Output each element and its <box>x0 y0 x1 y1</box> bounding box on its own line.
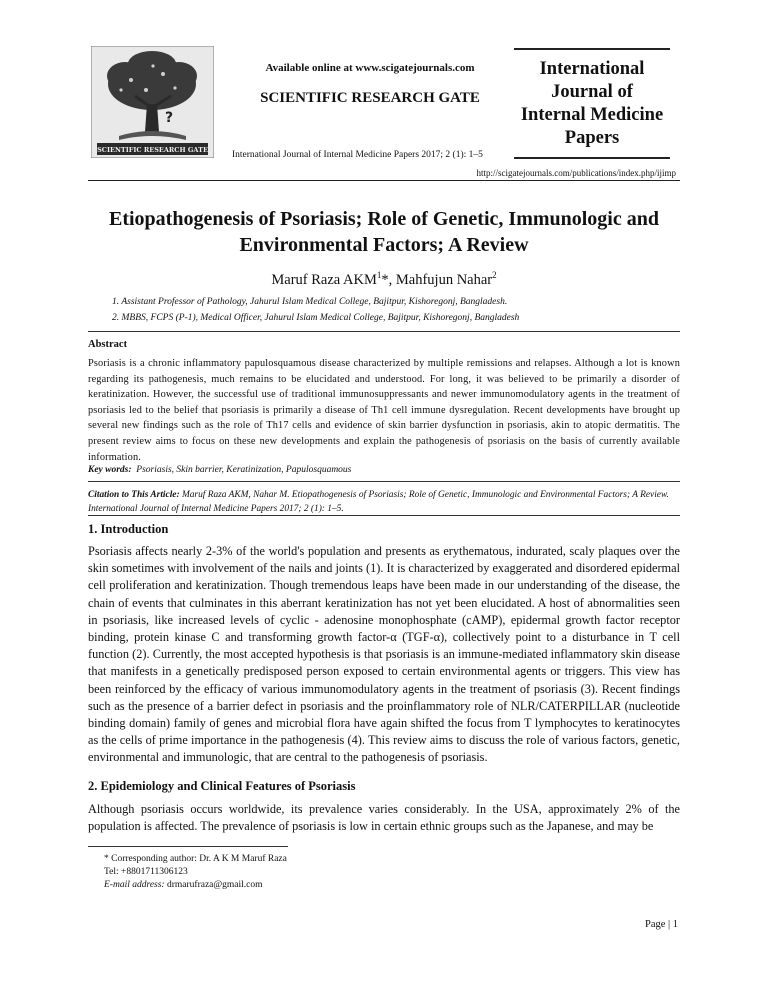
article-title <box>80 206 688 258</box>
abstract-heading: Abstract <box>88 339 128 350</box>
email-label: E-mail address: <box>104 880 165 890</box>
section-text: Although psoriasis occurs worldwide, its prevalence varies considerably. In the USA, approximately 2% of the population is affected. The prevalence of psoriasis is low in certain ethnic groups such as the Japanese, and may be <box>88 802 680 834</box>
keywords <box>88 465 351 475</box>
author-name: Maruf Raza AKM <box>271 271 377 288</box>
journal-name-line: Internal Medicine <box>520 105 664 125</box>
journal-name-line: Papers <box>564 128 620 148</box>
publisher-name: SCIENTIFIC RESEARCH GATE <box>260 90 480 106</box>
header-divider <box>88 180 680 181</box>
section-heading: 1. Introduction <box>88 522 169 536</box>
available-online: Available online at www.scigatejournals.com <box>265 62 475 74</box>
journal-url[interactable]: http://scigatejournals.com/publications/index.php/ijimp <box>476 168 676 178</box>
footnote-divider <box>88 846 288 847</box>
section-divider <box>88 481 680 482</box>
affiliation: 1. Assistant Professor of Pathology, Jahurul Islam Medical College, Bajitpur, Kishoregonj, Bangladesh. <box>112 297 508 307</box>
keywords-list: Psoriasis, Skin barrier, Keratinization, Papulosquamous <box>136 465 352 475</box>
author-name: Mahfujun Nahar <box>395 271 493 288</box>
citation-label: Citation to This Article: <box>88 490 180 500</box>
section-heading: 2. Epidemiology and Clinical Features of Psoriasis <box>88 779 356 793</box>
publisher-logo <box>91 46 214 158</box>
journal-name-line: Journal of <box>551 82 633 102</box>
abstract-text: Psoriasis is a chronic inflammatory papulosquamous disease characterized by multiple remissions and relapses. Although a lot is known regarding its pathogenesis, much remains to be elucidated and understood. For long, it was believed to be primarily a disorder of keratinization. However, the successful use of traditional immunosuppressants and newer immunomodulatory agents in the treatment of psoriasis led to the belief that psoriasis is primarily a disease of Th1 cell immune dysregulation. Recent developments have brought up several new findings such as the role of Th17 cells and evidence of skin barrier dysfunction in psoriasis, akin to atopic dermatitis. The present review aims to focus on these new developments and explain the pathogenesis of psoriasis on the basis of currently available information. <box>88 358 680 463</box>
logo-caption: SCIENTIFIC RESEARCH GATE <box>97 146 208 154</box>
keywords-label: Key words: <box>88 465 132 475</box>
svg-text:?: ? <box>165 110 174 126</box>
affiliation: 2. MBBS, FCPS (P-1), Medical Officer, Jahurul Islam Medical College, Bajitpur, Kishoregonj, Bangladesh <box>112 313 520 323</box>
title-line: Etiopathogenesis of Psoriasis; Role of Genetic, Immunologic and <box>109 208 659 230</box>
journal-name <box>514 58 670 150</box>
author-affiliation-mark: 1 <box>376 270 382 280</box>
title-line: Environmental Factors; A Review <box>239 234 529 256</box>
journal-name-line: International <box>539 59 645 79</box>
page-number: Page | 1 <box>644 919 678 930</box>
journal-citation: International Journal of Internal Medicine Papers 2017; 2 (1): 1–5 <box>232 150 483 160</box>
citation <box>88 488 680 516</box>
section-divider <box>88 515 680 516</box>
section-divider <box>88 331 680 332</box>
author-email <box>104 880 263 890</box>
author-separator: , <box>388 271 396 288</box>
journal-box-top-rule <box>514 48 670 50</box>
corresponding-mark: * <box>381 271 389 288</box>
section-text: Psoriasis affects nearly 2-3% of the world's population and presents as erythematous, indurated, scaly plaques over the skin sometimes with involvement of the nails and joints (1). It is characterized by exaggerated and disordered epidermal cell proliferation and keratinization. Though tremendous leaps have been made in our understanding of the disease, the chain of events that culminates in this aberrant keratinization has not yet been elucidated. A host of abnormalities seen in psoriasis, like increased levels of cyclic - adenosine monophosphate (cAMP), epidermal growth factor receptor binding, protein kinase C and transforming growth factor-α (TGF-α), collectively point to a disturbance in T cell function (2). Currently, the most accepted hypothesis is that psoriasis is an immune-mediated inflammatory skin disease that manifests in a genetically predisposed person exposed to certain environmental agents or triggers. This view has been reinforced by the efficacy of various immunomodulatory agents in the treatment of psoriasis (3). Recent findings such as the presence of a barrier defect in psoriasis and the proinflammatory role of NLR/CATERPILLAR (nucleotide binding domain) family of genes and microbial flora have again shifted the focus from T lymphocytes to keratinocytes as the cells of prime importance in the pathogenesis (4). This review aims to discuss the role of various factors, genetic, environmental and immunologic, that are central to the pathogenesis of psoriasis. <box>88 544 680 765</box>
journal-box-bottom-rule <box>514 157 670 159</box>
citation-text: Maruf Raza AKM, Nahar M. Etiopathogenesis of Psoriasis; Role of Genetic, Immunologic and Environmental Factors; A Review. International Journal of Internal Medicine Papers 2017; 2 (1): 1–5. <box>88 490 669 514</box>
author-affiliation-mark: 2 <box>492 270 497 280</box>
corresponding-author: * Corresponding author: Dr. A K M Maruf Raza <box>104 854 287 864</box>
authors <box>80 270 688 289</box>
email-address[interactable]: drmarufraza@gmail.com <box>164 880 263 890</box>
author-phone: Tel: +8801711306123 <box>104 867 188 877</box>
